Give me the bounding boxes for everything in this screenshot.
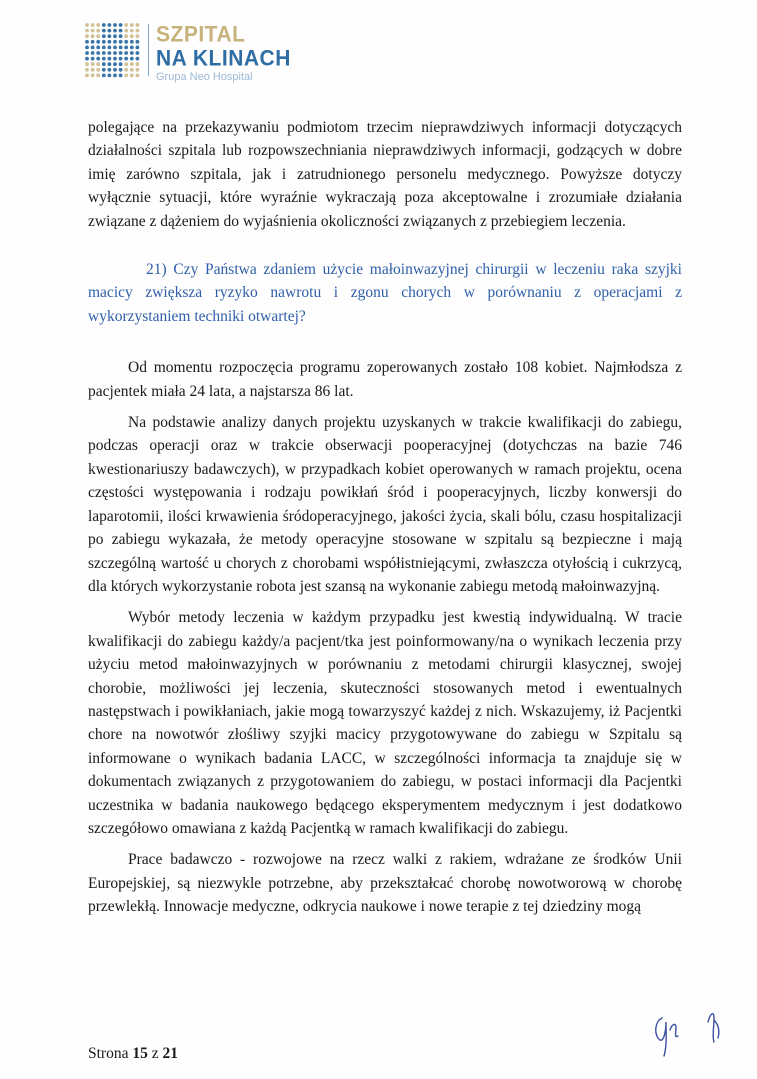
logo-dot (119, 29, 123, 33)
logo-dot (130, 34, 134, 38)
logo-dot (85, 57, 89, 61)
logo-dot (96, 57, 100, 61)
logo-dot (108, 68, 112, 72)
logo-dot (102, 40, 106, 44)
logo-dot (136, 74, 140, 78)
logo-dot (113, 34, 117, 38)
logo-dot (119, 57, 123, 61)
logo-dot (119, 46, 123, 50)
logo-cross-icon (84, 22, 142, 78)
logo-dot (130, 74, 134, 78)
logo-dot (91, 40, 95, 44)
handwritten-signature (640, 1000, 730, 1060)
logo-dot (85, 74, 89, 78)
paragraph-continuation: polegające na przekazywaniu podmiotom trzecim nieprawdziwych informacji dotyczących działalności szpitala lub rozpowszechniania nieprawdziwych informacji, godzących w dobre imię zarówno szpitala, jak i zatrudnionego personelu medycznego. Powyższe dotyczy wyłącznie sytuacji, które wyraźnie wykraczają poza akceptowalne i zrozumiałe działania związane z dążeniem do wyjaśnienia okoliczności związanych z przebiegiem leczenia. (88, 119, 682, 230)
logo-dot (91, 29, 95, 33)
logo-dot (119, 51, 123, 55)
logo-dot (113, 40, 117, 44)
logo-dot (85, 23, 89, 27)
logo-dot (102, 46, 106, 50)
logo-dot (136, 23, 140, 27)
logo-dot (119, 62, 123, 66)
logo-dot (91, 46, 95, 50)
logo-dot (113, 62, 117, 66)
logo-dot (124, 62, 128, 66)
logo-dot (96, 74, 100, 78)
logo-dot (85, 40, 89, 44)
page-number (88, 1045, 178, 1063)
logo-dot (85, 68, 89, 72)
logo-dot (108, 46, 112, 50)
logo-dot (96, 68, 100, 72)
logo-dot (85, 29, 89, 33)
question-21: 21) Czy Państwa zdaniem użycie małoinwazyjnej chirurgii w leczeniu raka szyjki macicy zwiększa ryzyko nawrotu i zgonu chorych w porównaniu z operacjami z wykorzystaniem techniki otwartej? (88, 261, 682, 325)
logo-dot (119, 74, 123, 78)
logo-dot (102, 34, 106, 38)
logo-dot (130, 29, 134, 33)
logo-dot (91, 57, 95, 61)
logo-dot (130, 46, 134, 50)
logo-dot (108, 57, 112, 61)
logo-dot (91, 68, 95, 72)
logo-dot (102, 57, 106, 61)
hospital-logo (84, 20, 291, 83)
logo-dot (91, 23, 95, 27)
logo-dot (130, 51, 134, 55)
logo-dot (102, 68, 106, 72)
logo-dot (124, 40, 128, 44)
logo-dot (124, 34, 128, 38)
logo-dot (136, 34, 140, 38)
logo-dot (108, 40, 112, 44)
page-separator: z (151, 1045, 159, 1062)
logo-dot (102, 74, 106, 78)
logo-dot (113, 23, 117, 27)
logo-dot (96, 46, 100, 50)
logo-dot (130, 68, 134, 72)
logo-dot (102, 62, 106, 66)
logo-dot (91, 62, 95, 66)
logo-dot (113, 46, 117, 50)
logo-dot (108, 34, 112, 38)
logo-divider (148, 24, 149, 76)
page-current: 15 (132, 1045, 148, 1062)
document-body (88, 116, 682, 919)
logo-dot (136, 51, 140, 55)
logo-dot (108, 51, 112, 55)
logo-dot (130, 57, 134, 61)
logo-dot (136, 62, 140, 66)
logo-dot (108, 23, 112, 27)
logo-dot (108, 29, 112, 33)
logo-dot (136, 57, 140, 61)
logo-dot (102, 51, 106, 55)
logo-dot (130, 40, 134, 44)
logo-dot (85, 46, 89, 50)
logo-dot (96, 34, 100, 38)
logo-dot (91, 34, 95, 38)
paragraph-patients: Od momentu rozpoczęcia programu zoperowanych zostało 108 kobiet. Najmłodsza z pacjentek miała 24 lata, a najstarsza 86 lat. (88, 359, 682, 400)
logo-dot (119, 34, 123, 38)
logo-dot (136, 40, 140, 44)
logo-dot (108, 74, 112, 78)
logo-dot (113, 29, 117, 33)
logo-title-line2: NA KLINACH (156, 46, 291, 71)
logo-dot (102, 29, 106, 33)
logo-dot (124, 57, 128, 61)
logo-title-line1: SZPITAL (156, 22, 246, 47)
logo-dot (85, 51, 89, 55)
logo-dot (130, 62, 134, 66)
paragraph-analysis: Na podstawie analizy danych projektu uzyskanych w trakcie kwalifikacji do zabiegu, podczas operacji oraz w trakcie obserwacji pooperacyjnej (dotychczas na bazie 746 kwestionariuszy badawczych), w przypadkach kobiet operowanych w ramach projektu, ocena częstości występowania i rodzaju powikłań śród i pooperacyjnych, liczby konwersji do laparotomii, ilości krwawienia śródoperacyjnego, jakości życia, skali bólu, czasu hospitalizacji po zabiegu wykazała, że metody operacyjne stosowane w szpitalu są bezpieczne i mają szczególną wartość u chorych z chorobami współistniejącymi, zwłaszcza otyłością i cukrzycą, dla których wykorzystanie robota jest szansą na wykonanie zabiegu metodą małoinwazyjną. (88, 414, 682, 595)
logo-dot (96, 29, 100, 33)
logo-dot (96, 23, 100, 27)
logo-dot (124, 68, 128, 72)
logo-dot (113, 74, 117, 78)
logo-dot (96, 51, 100, 55)
paragraph-research: Prace badawczo - rozwojowe na rzecz walki z rakiem, wdrażane ze środków Unii Europejskiej, są niezwykle potrzebne, aby przekształcać chorobę nowotworową w chorobę przewlekłą. Innowacje medyczne, odkrycia naukowe i nowe terapie z tej dziedziny mogą (88, 851, 682, 916)
page-total: 21 (162, 1045, 178, 1062)
logo-dot (96, 40, 100, 44)
logo-dot (85, 62, 89, 66)
page-label: Strona (88, 1045, 129, 1062)
logo-dot (85, 34, 89, 38)
logo-dot (130, 23, 134, 27)
logo-dot (124, 46, 128, 50)
logo-dot (136, 46, 140, 50)
logo-dot (136, 29, 140, 33)
logo-dot (96, 62, 100, 66)
logo-dot (119, 68, 123, 72)
logo-dot (124, 29, 128, 33)
logo-dot (91, 51, 95, 55)
logo-dot (119, 23, 123, 27)
logo-dot (113, 51, 117, 55)
logo-dot (119, 40, 123, 44)
logo-dot (91, 74, 95, 78)
logo-dot (124, 23, 128, 27)
logo-dot (136, 68, 140, 72)
logo-subtitle: Grupa Neo Hospital (156, 71, 253, 83)
logo-dot (108, 62, 112, 66)
logo-dot (102, 23, 106, 27)
logo-dot (124, 51, 128, 55)
paragraph-method-choice: Wybór metody leczenia w każdym przypadku jest kwestią indywidualną. W tracie kwalifikacji do zabiegu każdy/a pacjent/tka jest poinformowany/na o wynikach leczenia przy użyciu metod małoinwazyjnych w porównaniu z metodami chirurgii klasycznej, swojej chorobie, możliwości jej leczenia, skuteczności stosowanych metod i ewentualnych następstwach i powikłaniach, jakie mogą towarzyszyć każdej z nich. Wskazujemy, iż Pacjentki chore na nowotwór złośliwy szyjki macicy przygotowywane do zabiegu w Szpitalu są informowane o wynikach badania LACC, w szczególności informacja ta znajduje się w dokumentach związanych z przygotowaniem do zabiegu, w postaci informacji dla Pacjentki uczestnika w badania naukowego będącego eksperymentem medycznym i jest dodatkowo szczegółowo omawiana z każdą Pacjentką w ramach kwalifikacji do zabiegu. (88, 609, 682, 837)
logo-dot (113, 57, 117, 61)
logo-dot (113, 68, 117, 72)
logo-dot (124, 74, 128, 78)
